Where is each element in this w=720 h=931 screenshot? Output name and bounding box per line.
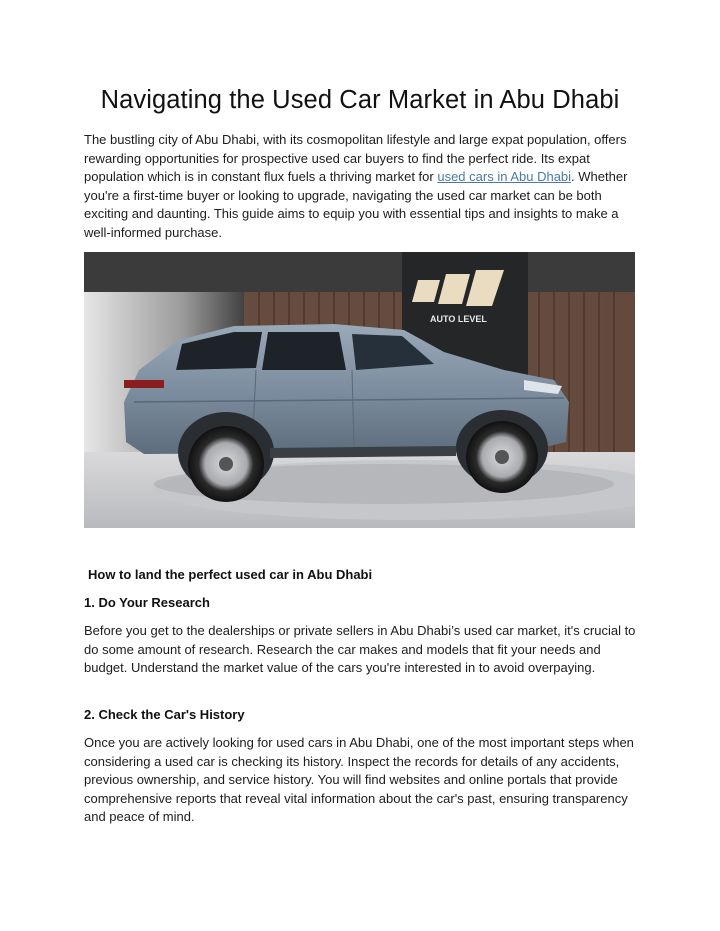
step1-heading: 1. Do Your Research <box>84 595 210 610</box>
section-heading: How to land the perfect used car in Abu Dhabi <box>88 567 373 582</box>
step1-body: Before you get to the dealerships or private sellers in Abu Dhabi’s used car market, it's crucial to do some amount of research. Research the car makes and models that fit your needs and budget. Understand the market value of the cars you're interested in to avoid overpaying. <box>84 623 636 676</box>
intro-text-before-link: The bustling city of Abu Dhabi, with its cosmopolitan lifestyle and large expat population, offers rewarding opportunities for prospective used car buyers to find the perfect ride. Its expat population which is in constant flux fuels a thriving market for <box>84 132 627 185</box>
page-title: Navigating the Used Car Market in Abu Dhabi <box>100 86 620 114</box>
intro-text-after-link: . Whether you're a first-time buyer or looking to upgrade, navigating the used car market can be both exciting and daunting. This guide aims to equip you with essential tips and insights to make a well-informed purchase. <box>84 169 628 240</box>
used-cars-abu-dhabi-link[interactable]: used cars in Abu Dhabi <box>437 169 572 185</box>
intro-paragraph <box>84 131 640 243</box>
logo-text: AUTO LEVEL <box>430 314 487 324</box>
suv-illustration <box>84 252 635 528</box>
car-showroom-photo <box>84 252 635 528</box>
step2-heading: 2. Check the Car's History <box>84 707 245 722</box>
step2-body: Once you are actively looking for used cars in Abu Dhabi, one of the most important steps when considering a used car is checking its history. Inspect the records for details of any accidents, previous ownership, and service history. You will find websites and online portals that provide comprehensive reports that reveal vital information about the car's past, ensuring transparency and peace of mind. <box>84 735 634 825</box>
